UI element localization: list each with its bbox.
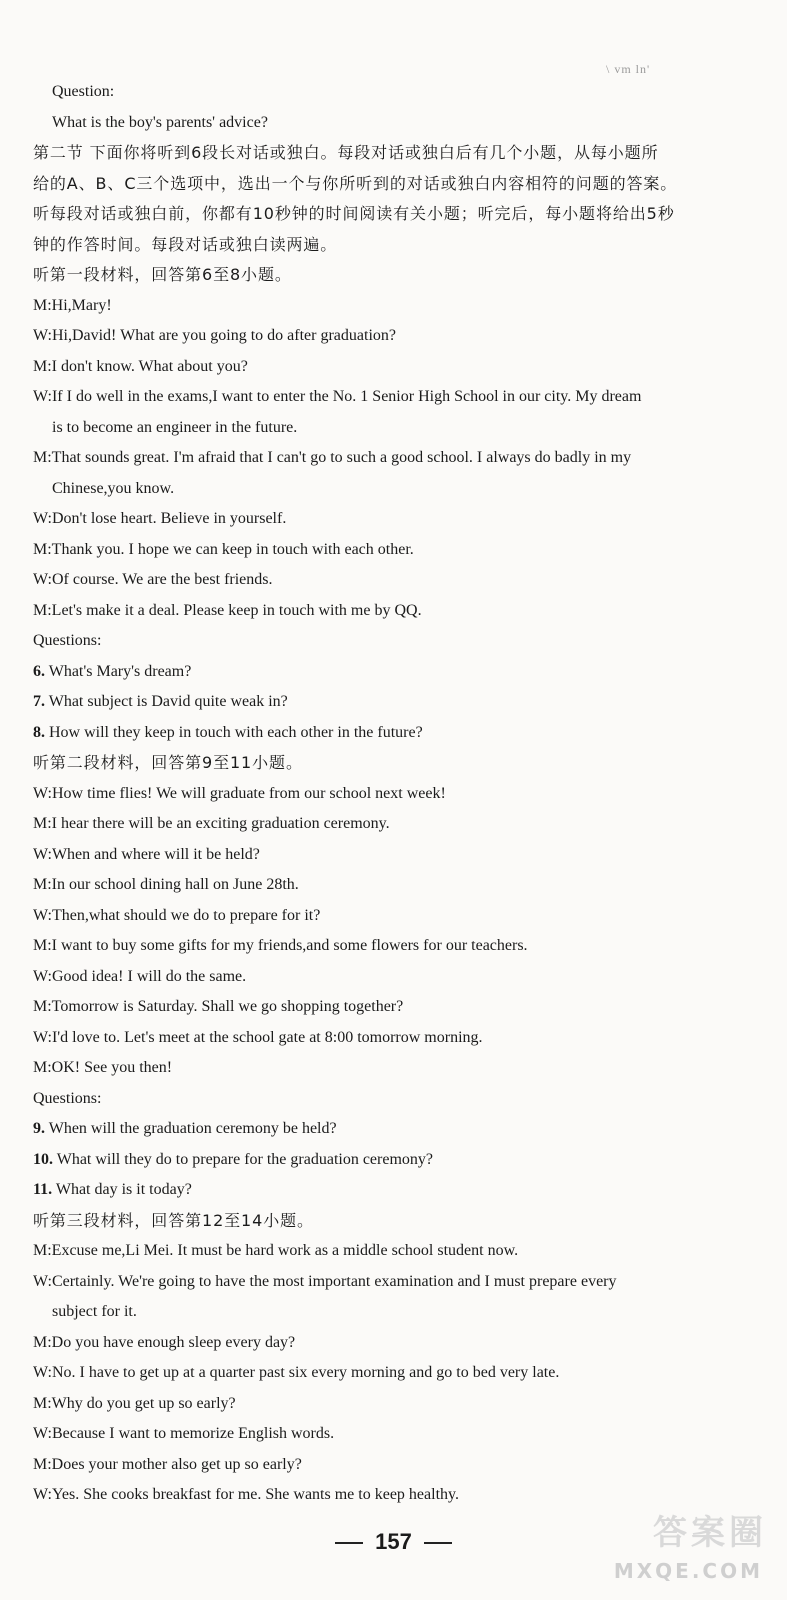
text-line (0, 357, 787, 377)
line-text: M:Why do you get up so early? (33, 1394, 236, 1412)
line-text: M:Thank you. I hope we can keep in touch with each other. (33, 540, 414, 558)
line-text: 听第三段材料，回答第12至14小题。 (33, 1210, 314, 1230)
line-text: M:Tomorrow is Saturday. Shall we go shopping together? (33, 998, 404, 1015)
footer-dash-right (424, 1542, 452, 1544)
line-text: What is the boy's parents' advice? (52, 113, 268, 131)
text-line (0, 814, 787, 834)
line-text: M:Does your mother also get up so early? (33, 1455, 302, 1473)
line-text: W:I'd love to. Let's meet at the school gate at 8:00 tomorrow morning. (33, 1028, 483, 1046)
text-line (0, 723, 787, 743)
text-line (0, 1424, 787, 1444)
line-text: W:No. I have to get up at a quarter past six every morning and go to bed very late. (33, 1364, 560, 1381)
line-text: W:Hi,David! What are you going to do after graduation? (33, 327, 396, 344)
text-line (0, 692, 787, 712)
text-line (0, 1211, 787, 1231)
line-text: M:I want to buy some gifts for my friends,and some flowers for our teachers. (33, 937, 528, 954)
line-text: Chinese,you know. (52, 479, 175, 497)
line-text: 听每段对话或独白前，你都有10秒钟的时间阅读有关小题；听完后，每小题将给出5秒 (33, 204, 675, 223)
text-line (0, 1485, 787, 1505)
line-text: W:Certainly. We're going to have the most important examination and I must prepare every (33, 1272, 617, 1290)
line-text: What day is it today? (52, 1181, 192, 1198)
line-text: Questions: (33, 1089, 102, 1107)
text-line (0, 1089, 787, 1109)
line-text: 听第一段材料，回答第6至8小题。 (33, 265, 292, 284)
line-text: W:Because I want to memorize English words. (33, 1425, 335, 1442)
text-line (0, 296, 787, 316)
line-text: W:Don't lose heart. Believe in yourself. (33, 510, 287, 527)
text-line (0, 753, 787, 773)
line-text: M:Do you have enough sleep every day? (33, 1333, 296, 1351)
text-line (0, 631, 787, 651)
line-text: 钟的作答时间。每段对话或独白读两遍。 (33, 234, 338, 254)
question-number: 10. (33, 1150, 53, 1168)
text-line (0, 967, 787, 987)
line-text: When will the graduation ceremony be held? (45, 1120, 337, 1137)
text-line (0, 1272, 787, 1292)
line-text: M:That sounds great. I'm afraid that I can't go to such a good school. I always do badly in my (33, 449, 632, 466)
line-text: W:Then,what should we do to prepare for it? (33, 906, 321, 924)
line-text: 给的A、B、C三个选项中，选出一个与你所听到的对话或独白内容相符的问题的答案。 (33, 173, 678, 193)
text-line (0, 326, 787, 346)
watermark-logo (613, 1505, 767, 1585)
question-number: 7. (33, 693, 45, 710)
line-text: M:Excuse me,Li Mei. It must be hard work as a middle school student now. (33, 1242, 519, 1259)
text-line (0, 845, 787, 865)
text-line (0, 113, 787, 133)
question-number: 6. (33, 662, 45, 680)
line-text: M:I hear there will be an exciting graduation ceremony. (33, 815, 390, 832)
text-line (0, 265, 787, 285)
text-line (0, 662, 787, 682)
text-line (0, 1241, 787, 1261)
footer-dash-left (335, 1542, 363, 1544)
line-text: M:Hi,Mary! (33, 296, 112, 314)
text-line (0, 601, 787, 621)
text-line (0, 1363, 787, 1383)
text-line (0, 509, 787, 529)
line-text: What's Mary's dream? (45, 662, 192, 680)
line-text: is to become an engineer in the future. (52, 418, 298, 436)
text-line (0, 235, 787, 255)
line-text: How will they keep in touch with each other in the future? (45, 723, 423, 741)
text-line (0, 418, 787, 438)
line-text: M:I don't know. What about you? (33, 357, 248, 375)
line-text: What will they do to prepare for the graduation ceremony? (53, 1150, 434, 1168)
line-text: W:Yes. She cooks breakfast for me. She wants me to keep healthy. (33, 1486, 459, 1503)
text-line (0, 1302, 787, 1322)
text-line (0, 936, 787, 956)
watermark-bottom-text: MXQE.COM (613, 1559, 763, 1583)
line-text: M:OK! See you then! (33, 1059, 173, 1076)
text-line (0, 1180, 787, 1200)
line-text: W:If I do well in the exams,I want to enter the No. 1 Senior High School in our city. My dream (33, 388, 642, 405)
text-line (0, 479, 787, 499)
text-line (0, 784, 787, 804)
question-number: 9. (33, 1120, 45, 1137)
text-line (0, 204, 787, 224)
text-line (0, 1028, 787, 1048)
page-number: 157 (375, 1529, 412, 1554)
line-text: W:Good idea! I will do the same. (33, 967, 247, 985)
line-text: W:Of course. We are the best friends. (33, 571, 273, 588)
line-text: M:In our school dining hall on June 28th. (33, 876, 299, 893)
line-text: What subject is David quite weak in? (45, 693, 288, 710)
line-text: W:When and where will it be held? (33, 845, 260, 863)
text-line (0, 1058, 787, 1078)
line-text: 听第二段材料，回答第9至11小题。 (33, 753, 303, 772)
text-line (0, 1333, 787, 1353)
text-line (0, 997, 787, 1017)
text-line (0, 448, 787, 468)
line-text: Question: (52, 83, 115, 100)
text-line (0, 174, 787, 194)
text-line (0, 1119, 787, 1139)
question-number: 8. (33, 723, 45, 741)
text-line (0, 387, 787, 407)
text-line (0, 1150, 787, 1170)
line-text: M:Let's make it a deal. Please keep in touch with me by QQ. (33, 601, 422, 619)
line-text: subject for it. (52, 1303, 137, 1320)
text-line (0, 875, 787, 895)
text-line (0, 570, 787, 590)
question-number: 11. (33, 1181, 53, 1198)
text-line (0, 1455, 787, 1475)
text-line (0, 540, 787, 560)
line-text: 第二节 下面你将听到6段长对话或独白。每段对话或独白后有几个小题，从每小题所 (33, 143, 659, 162)
line-text: W:How time flies! We will graduate from our school next week! (33, 784, 446, 802)
text-line (0, 1394, 787, 1414)
text-line (0, 143, 787, 163)
corner-mark: \ vm ln' (606, 62, 651, 76)
text-line (0, 82, 787, 102)
watermark-top-text: 答案圈 (653, 1513, 767, 1553)
text-line (0, 906, 787, 926)
line-text: Questions: (33, 632, 102, 649)
